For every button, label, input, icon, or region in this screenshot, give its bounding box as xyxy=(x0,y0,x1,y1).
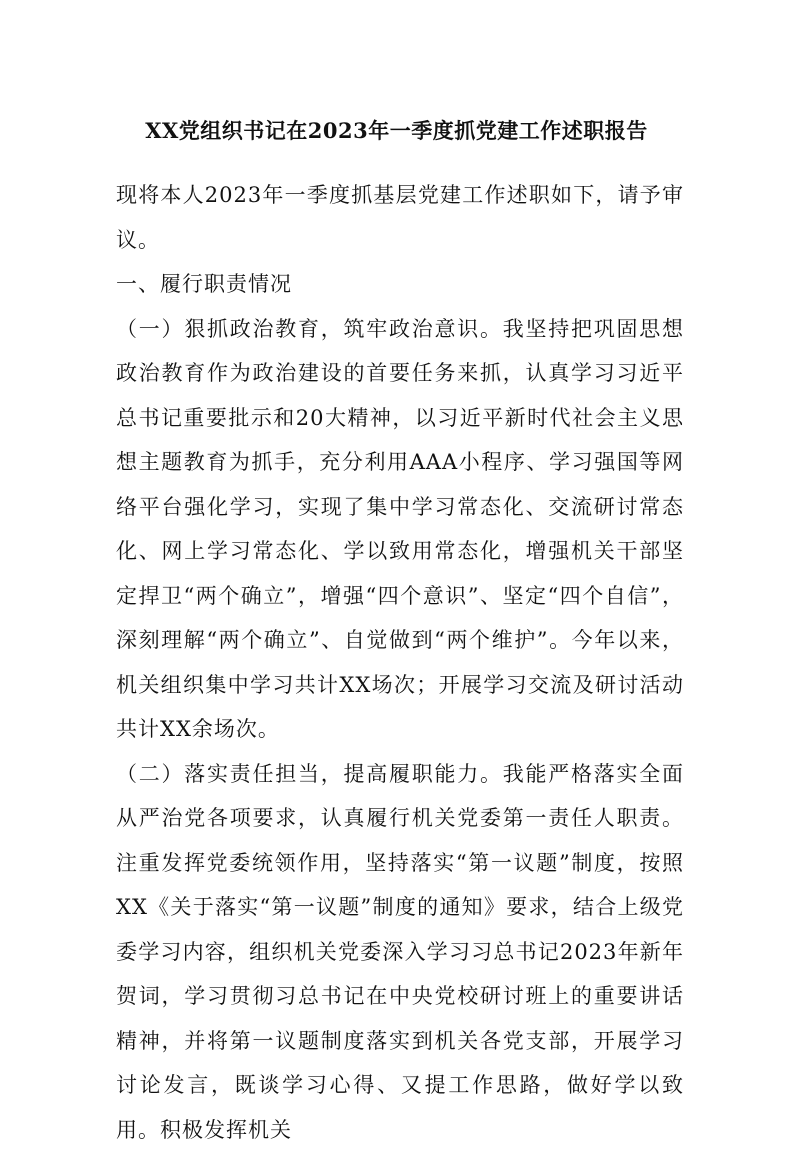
paragraph-intro: 现将本人2023年一季度抓基层党建工作述职如下，请予审议。 xyxy=(116,173,684,262)
document-body xyxy=(116,173,684,1152)
document-title: XX党组织书记在2023年一季度抓党建工作述职报告 xyxy=(0,116,793,146)
paragraph-2: （二）落实责任担当，提高履职能力。我能严格落实全面从严治党各项要求，认真履行机关党委第一责任人职责。注重发挥党委统领作用，坚持落实“第一议题”制度，按照XX《关于落实“第一议题”制度的通知》要求，结合上级党委学习内容，组织机关党委深入学习习总书记2023年新年贺词，学习贯彻习总书记在中央党校研讨班上的重要讲话精神，并将第一议题制度落实到机关各党支部，开展学习讨论发言，既谈学习心得、又提工作思路，做好学以致用。积极发挥机关 xyxy=(116,752,684,1152)
paragraph-1: （一）狠抓政治教育，筑牢政治意识。我坚持把巩固思想政治教育作为政治建设的首要任务来抓，认真学习习近平总书记重要批示和20大精神，以习近平新时代社会主义思想主题教育为抓手，充分利用AAA小程序、学习强国等网络平台强化学习，实现了集中学习常态化、交流研讨常态化、网上学习常态化、学以致用常态化，增强机关干部坚定捍卫“两个确立”，增强“四个意识”、坚定“四个自信”，深刻理解“两个确立”、自觉做到“两个维护”。今年以来，机关组织集中学习共计XX场次；开展学习交流及研讨活动共计XX余场次。 xyxy=(116,307,684,752)
section-heading-1: 一、履行职责情况 xyxy=(116,262,684,307)
